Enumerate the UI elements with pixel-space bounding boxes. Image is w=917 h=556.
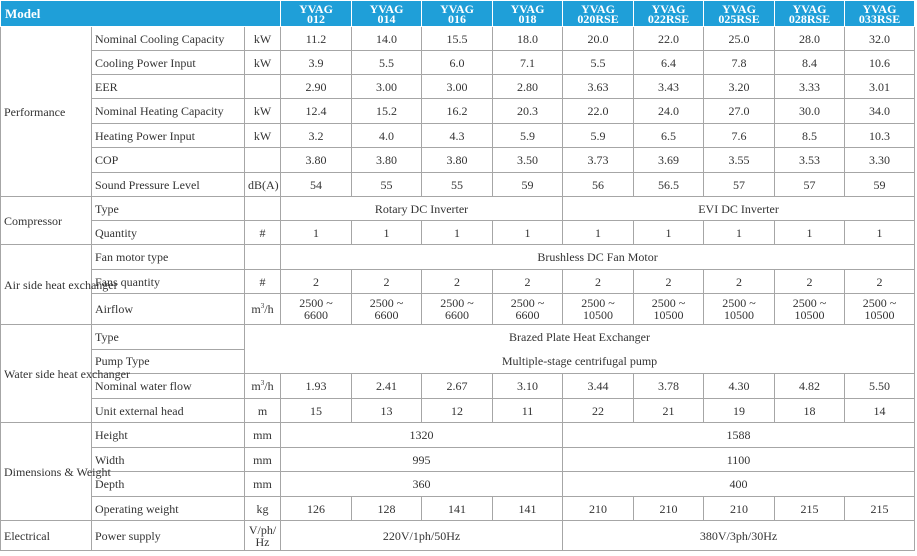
row-label: Pump Type xyxy=(92,349,245,374)
table-row xyxy=(1,448,915,472)
cell-value: 3.00 xyxy=(352,75,422,99)
table-row xyxy=(1,173,915,197)
cell-value: 10.6 xyxy=(845,51,915,75)
cell-value: 1 xyxy=(775,221,845,245)
group-performance: Performance xyxy=(1,27,92,197)
cell-value: 12.4 xyxy=(281,99,352,124)
row-unit: kW xyxy=(245,99,281,124)
cell-value: 34.0 xyxy=(845,99,915,124)
cell-value: 12 xyxy=(422,399,493,423)
cell-value: 3.30 xyxy=(845,148,915,173)
cell-value: 57 xyxy=(704,173,775,197)
row-unit: dB(A) xyxy=(245,173,281,197)
table-row xyxy=(1,51,915,75)
cell-value: 4.30 xyxy=(704,374,775,399)
cell-value: 2500 ~ 10500 xyxy=(704,294,775,325)
cell-value: 3.9 xyxy=(281,51,352,75)
model-heading: YVAG 016 xyxy=(422,1,493,27)
row-unit xyxy=(245,148,281,173)
depth-a: 360 xyxy=(281,472,563,497)
row-label: Power supply xyxy=(92,521,245,551)
cell-value: 3.55 xyxy=(704,148,775,173)
cell-value: 32.0 xyxy=(845,27,915,51)
table-row xyxy=(1,325,915,350)
row-unit: # xyxy=(245,221,281,245)
cell-value: 3.2 xyxy=(281,124,352,148)
pump-type-value: Multiple-stage centrifugal pump xyxy=(501,354,658,368)
cell-value: 215 xyxy=(775,497,845,521)
row-label: Nominal Heating Capacity xyxy=(92,99,245,124)
cell-value: 22.0 xyxy=(634,27,704,51)
height-a: 1320 xyxy=(281,423,563,448)
cell-value: 1 xyxy=(422,221,493,245)
cell-value: 2.41 xyxy=(352,374,422,399)
model-heading: YVAG 018 xyxy=(493,1,563,27)
row-label: Fans quantity xyxy=(92,270,245,294)
table-row xyxy=(1,399,915,423)
cell-value: 1 xyxy=(493,221,563,245)
cell-value: 24.0 xyxy=(634,99,704,124)
model-heading: YVAG 020RSE xyxy=(563,1,634,27)
cell-value: 30.0 xyxy=(775,99,845,124)
cell-value: 6.0 xyxy=(422,51,493,75)
cell-value: 2500 ~ 6600 xyxy=(422,294,493,325)
cell-value: 18 xyxy=(775,399,845,423)
cell-value: 1 xyxy=(634,221,704,245)
cell-value: 215 xyxy=(845,497,915,521)
cell-value: 3.63 xyxy=(563,75,634,99)
row-unit: # xyxy=(245,270,281,294)
row-unit: kW xyxy=(245,51,281,75)
cell-value: 25.0 xyxy=(704,27,775,51)
cell-value: 3.73 xyxy=(563,148,634,173)
table-row xyxy=(1,497,915,521)
row-unit xyxy=(245,197,281,221)
cell-value: 3.01 xyxy=(845,75,915,99)
cell-value: 2500 ~ 10500 xyxy=(775,294,845,325)
cell-value: 4.82 xyxy=(775,374,845,399)
row-label: Nominal Cooling Capacity xyxy=(92,27,245,51)
table-row xyxy=(1,221,915,245)
table-row xyxy=(1,472,915,497)
cell-value: 15 xyxy=(281,399,352,423)
power-supply-a: 220V/1ph/50Hz xyxy=(281,521,563,551)
cell-value: 210 xyxy=(563,497,634,521)
cell-value: 3.69 xyxy=(634,148,704,173)
model-heading: YVAG 014 xyxy=(352,1,422,27)
row-label: COP xyxy=(92,148,245,173)
cell-value: 2 xyxy=(775,270,845,294)
cell-value: 2 xyxy=(422,270,493,294)
model-heading: YVAG 025RSE xyxy=(704,1,775,27)
cell-value: 2 xyxy=(634,270,704,294)
row-label: Operating weight xyxy=(92,497,245,521)
row-label: Quantity xyxy=(92,221,245,245)
row-unit: V/ph/ Hz xyxy=(245,521,281,551)
row-unit: mm xyxy=(245,472,281,497)
cell-value: 18.0 xyxy=(493,27,563,51)
row-label: Unit external head xyxy=(92,399,245,423)
row-label: Heating Power Input xyxy=(92,124,245,148)
row-label: Type xyxy=(92,325,245,350)
row-unit: kW xyxy=(245,27,281,51)
water-side-merged xyxy=(245,325,915,374)
cell-value: 126 xyxy=(281,497,352,521)
fan-motor-value: Brushless DC Fan Motor xyxy=(281,245,915,270)
cell-value: 15.2 xyxy=(352,99,422,124)
row-label: EER xyxy=(92,75,245,99)
cell-value: 20.0 xyxy=(563,27,634,51)
width-a: 995 xyxy=(281,448,563,472)
width-b: 1100 xyxy=(563,448,915,472)
cell-value: 2.67 xyxy=(422,374,493,399)
cell-value: 2500 ~ 6600 xyxy=(493,294,563,325)
row-unit: mm xyxy=(245,448,281,472)
group-electrical: Electrical xyxy=(1,521,92,551)
row-label: Airflow xyxy=(92,294,245,325)
cell-value: 2 xyxy=(352,270,422,294)
cell-value: 14.0 xyxy=(352,27,422,51)
cell-value: 2 xyxy=(563,270,634,294)
cell-value: 11 xyxy=(493,399,563,423)
cell-value: 1 xyxy=(352,221,422,245)
cell-value: 3.43 xyxy=(634,75,704,99)
cell-value: 8.4 xyxy=(775,51,845,75)
group-dimensions: Dimensions & Weight xyxy=(1,423,92,521)
cell-value: 57 xyxy=(775,173,845,197)
model-heading: YVAG 022RSE xyxy=(634,1,704,27)
cell-value: 141 xyxy=(422,497,493,521)
group-air-side: Air side heat exchanger xyxy=(1,245,92,325)
cell-value: 5.5 xyxy=(352,51,422,75)
row-label: Fan motor type xyxy=(92,245,245,270)
row-label: Sound Pressure Level xyxy=(92,173,245,197)
cell-value: 59 xyxy=(845,173,915,197)
cell-value: 22 xyxy=(563,399,634,423)
table-row xyxy=(1,245,915,270)
cell-value: 3.80 xyxy=(281,148,352,173)
cell-value: 16.2 xyxy=(422,99,493,124)
cell-value: 2 xyxy=(281,270,352,294)
table-row xyxy=(1,148,915,173)
depth-b: 400 xyxy=(563,472,915,497)
cell-value: 2500 ~ 6600 xyxy=(352,294,422,325)
row-label: Cooling Power Input xyxy=(92,51,245,75)
cell-value: 13 xyxy=(352,399,422,423)
table-row xyxy=(1,75,915,99)
table-row xyxy=(1,197,915,221)
cell-value: 7.8 xyxy=(704,51,775,75)
cell-value: 2500 ~ 10500 xyxy=(563,294,634,325)
cell-value: 3.33 xyxy=(775,75,845,99)
cell-value: 59 xyxy=(493,173,563,197)
cell-value: 1 xyxy=(563,221,634,245)
cell-value: 2500 ~ 10500 xyxy=(634,294,704,325)
cell-value: 1 xyxy=(281,221,352,245)
cell-value: 3.10 xyxy=(493,374,563,399)
cell-value: 3.80 xyxy=(422,148,493,173)
cell-value: 56 xyxy=(563,173,634,197)
height-b: 1588 xyxy=(563,423,915,448)
cell-value: 28.0 xyxy=(775,27,845,51)
cell-value: 15.5 xyxy=(422,27,493,51)
header-row xyxy=(1,1,915,27)
cell-value: 8.5 xyxy=(775,124,845,148)
compressor-type-evi: EVI DC Inverter xyxy=(563,197,915,221)
cell-value: 6.4 xyxy=(634,51,704,75)
row-label: Type xyxy=(92,197,245,221)
cell-value: 2500 ~ 10500 xyxy=(845,294,915,325)
cell-value: 19 xyxy=(704,399,775,423)
cell-value: 5.50 xyxy=(845,374,915,399)
row-label: Height xyxy=(92,423,245,448)
row-unit: $m^3/h$ xyxy=(245,374,281,399)
cell-value: 11.2 xyxy=(281,27,352,51)
cell-value: 14 xyxy=(845,399,915,423)
table-row xyxy=(1,99,915,124)
cell-value: 3.80 xyxy=(352,148,422,173)
model-heading: YVAG 033RSE xyxy=(845,1,915,27)
cell-value: 1.93 xyxy=(281,374,352,399)
cell-value: 3.44 xyxy=(563,374,634,399)
cell-value: 2.90 xyxy=(281,75,352,99)
row-unit: kW xyxy=(245,124,281,148)
row-unit: $m^3/h$ xyxy=(245,294,281,325)
cell-value: 1 xyxy=(704,221,775,245)
cell-value: 3.50 xyxy=(493,148,563,173)
row-unit xyxy=(245,245,281,270)
table-row xyxy=(1,294,915,325)
cell-value: 21 xyxy=(634,399,704,423)
cell-value: 54 xyxy=(281,173,352,197)
cell-value: 3.53 xyxy=(775,148,845,173)
compressor-type-rotary: Rotary DC Inverter xyxy=(281,197,563,221)
row-label: Depth xyxy=(92,472,245,497)
power-supply-b: 380V/3ph/30Hz xyxy=(563,521,915,551)
cell-value: 5.5 xyxy=(563,51,634,75)
model-heading: YVAG 012 xyxy=(281,1,352,27)
table-row xyxy=(1,374,915,399)
cell-value: 2.80 xyxy=(493,75,563,99)
cell-value: 56.5 xyxy=(634,173,704,197)
cell-value: 6.5 xyxy=(634,124,704,148)
cell-value: 141 xyxy=(493,497,563,521)
plate-heat-exchanger-value: Brazed Plate Heat Exchanger xyxy=(509,330,650,344)
cell-value: 2 xyxy=(845,270,915,294)
cell-value: 210 xyxy=(704,497,775,521)
cell-value: 22.0 xyxy=(563,99,634,124)
cell-value: 128 xyxy=(352,497,422,521)
cell-value: 4.0 xyxy=(352,124,422,148)
cell-value: 3.78 xyxy=(634,374,704,399)
row-unit xyxy=(245,75,281,99)
cell-value: 2 xyxy=(493,270,563,294)
group-water-side: Water side heat exchanger xyxy=(1,325,92,423)
cell-value: 3.00 xyxy=(422,75,493,99)
cell-value: 10.3 xyxy=(845,124,915,148)
table-row xyxy=(1,423,915,448)
model-label: Model xyxy=(1,1,281,27)
table-row xyxy=(1,521,915,551)
cell-value: 1 xyxy=(845,221,915,245)
cell-value: 55 xyxy=(422,173,493,197)
table-row xyxy=(1,27,915,51)
cell-value: 5.9 xyxy=(493,124,563,148)
cell-value: 7.1 xyxy=(493,51,563,75)
row-unit: mm xyxy=(245,423,281,448)
cell-value: 2500 ~ 6600 xyxy=(281,294,352,325)
cell-value: 3.20 xyxy=(704,75,775,99)
row-unit: m xyxy=(245,399,281,423)
cell-value: 4.3 xyxy=(422,124,493,148)
cell-value: 7.6 xyxy=(704,124,775,148)
row-label: Nominal water flow xyxy=(92,374,245,399)
cell-value: 210 xyxy=(634,497,704,521)
table-row xyxy=(1,124,915,148)
cell-value: 5.9 xyxy=(563,124,634,148)
row-unit: kg xyxy=(245,497,281,521)
row-label: Width xyxy=(92,448,245,472)
group-compressor: Compressor xyxy=(1,197,92,245)
table-row xyxy=(1,270,915,294)
cell-value: 55 xyxy=(352,173,422,197)
cell-value: 20.3 xyxy=(493,99,563,124)
cell-value: 2 xyxy=(704,270,775,294)
model-heading: YVAG 028RSE xyxy=(775,1,845,27)
cell-value: 27.0 xyxy=(704,99,775,124)
